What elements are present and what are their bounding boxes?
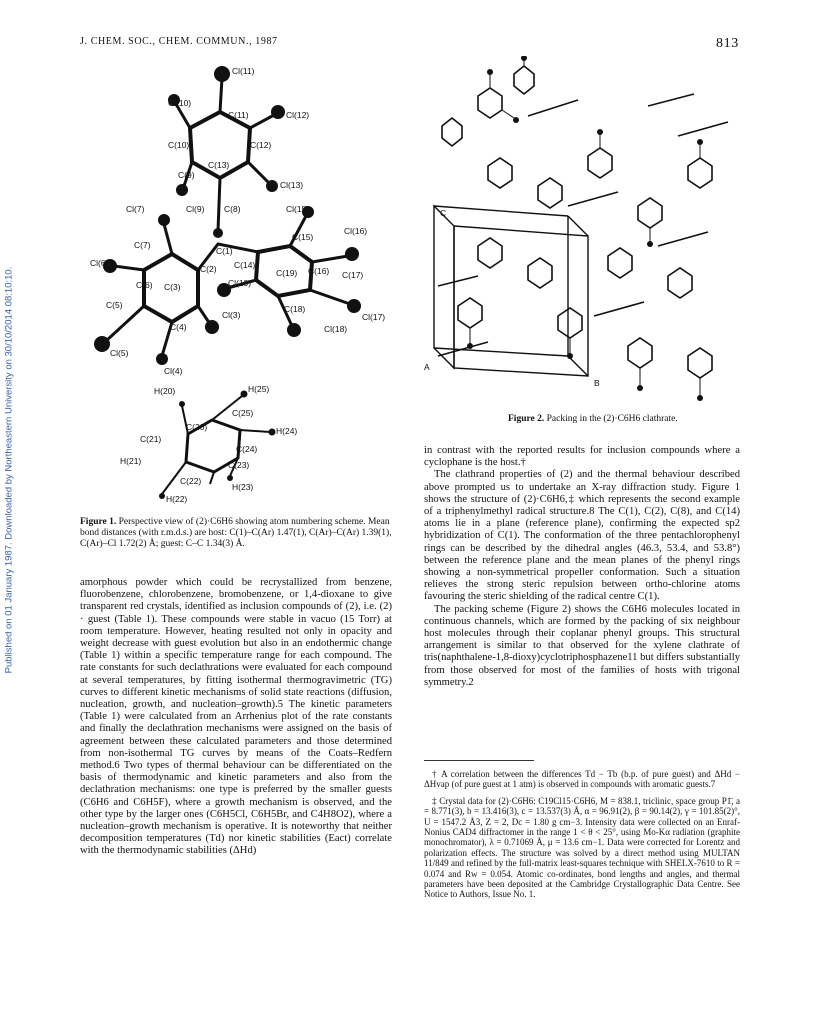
svg-text:H(20): H(20)	[154, 386, 176, 396]
svg-text:Cl(17): Cl(17)	[362, 312, 386, 322]
figure-2-caption	[508, 414, 748, 425]
svg-text:C(13): C(13)	[208, 160, 230, 170]
svg-text:C(25): C(25)	[232, 408, 254, 418]
svg-text:C(6): C(6)	[136, 280, 153, 290]
svg-text:Cl(13): Cl(13)	[280, 180, 304, 190]
figure-1-caption-text: Perspective view of (2)·C6H6 showing atom numbering scheme. Mean bond distances (with r.m.d.s.) are host: C(1)–C(Ar) 1.47(1), C(Ar)–C(Ar) 1.39(1), C(Ar)–Cl 1.72(2) Å; guest: C–C 1.34(3) Å.	[80, 517, 392, 549]
svg-text:Cl(4): Cl(4)	[164, 366, 183, 376]
svg-text:C(11): C(11)	[228, 110, 249, 120]
svg-text:C(19): C(19)	[276, 268, 298, 278]
svg-text:Cl(18): Cl(18)	[324, 324, 348, 334]
right-column-text	[424, 445, 740, 689]
svg-text:C(18): C(18)	[284, 304, 306, 314]
svg-text:Cl(5): Cl(5)	[110, 348, 129, 358]
svg-text:Cl(11): Cl(11)	[232, 66, 255, 76]
svg-text:H(23): H(23)	[232, 482, 254, 492]
svg-text:C(4): C(4)	[170, 322, 187, 332]
svg-text:Cl(7): Cl(7)	[126, 204, 145, 214]
svg-text:C(20): C(20)	[186, 422, 208, 432]
left-column-text	[80, 577, 392, 858]
svg-text:Cl(16): Cl(16)	[344, 226, 368, 236]
svg-text:C(5): C(5)	[106, 300, 123, 310]
figure-2-caption-text: Packing in the (2)·C6H6 clathrate.	[546, 414, 678, 424]
svg-text:C(24): C(24)	[236, 444, 258, 454]
footnote-dagger: † A correlation between the differences Td − Tb (b.p. of pure guest) and ΔHd − ΔHvap (of pure guest at 1 atm) is observed in compounds with aromatic guests.7	[424, 769, 740, 790]
svg-text:C(3): C(3)	[164, 282, 181, 292]
page-number: 813	[716, 36, 739, 51]
svg-text:Cl(6): Cl(6)	[90, 258, 109, 268]
figure-2-label: Figure 2.	[508, 414, 545, 424]
figure-1-label: Figure 1.	[80, 517, 117, 527]
svg-text:C(1): C(1)	[216, 246, 233, 256]
svg-text:C(7): C(7)	[134, 240, 151, 250]
figure-2-packing	[418, 56, 744, 414]
footnote-crystal-data: ‡ Crystal data for (2)·C6H6: C19Cl15·C6H6, M = 838.1, triclinic, space group P1̄, a = 8.771(3), b = 13.416(3), c = 13.537(3) Å, α = 96.91(2), β = 90.14(2), γ = 101.85(2)°, U = 1547.2 Å3, Z = 2, Dc = 1.80 g cm−3. Intensity data were collected on an Enraf-Nonius CAD4 diffractomer in the range 1 < θ < 25°, using Mo-Kα radiation (graphite monochromator), λ = 0.71069 Å, μ = 13.6 cm−1. Data were corrected for Lorentz and polarization effects. The structure was solved by a direct method using MULTAN 11/849 and refined by the full-matrix least-squares technique with SHELX-7610 to R = 0.074 and Rw = 0.054. Atomic co-ordinates, bond lengths and angles, and thermal parameters have been deposited at the Cambridge Crystallographic Data Centre. See Notice to Authors, Issue No. 1.	[424, 795, 740, 900]
svg-text:Cl(3): Cl(3)	[222, 310, 241, 320]
svg-text:C(16): C(16)	[308, 266, 330, 276]
figure-1-caption	[80, 517, 392, 550]
svg-text:H(22): H(22)	[166, 494, 188, 504]
svg-text:C(9): C(9)	[178, 170, 195, 180]
svg-text:H(25): H(25)	[248, 384, 270, 394]
right-paragraph: The clathrand properties of (2) and the thermal behaviour described above prompted us to undertake an X-ray diffraction study. Figure 1 shows the structure of (2)·C6H6,‡ which represents the second example of a triphenylmethyl radical structure.8 The C(1), C(2), C(8), and C(14) atoms lie in a plane (reference plane), confirming the expected sp2 hybridization of C(1). The conformation of the three pentachlorophenyl rings can be described by the dihedral angles (46.3, 53.4, and 53.8°) between the reference plane and the mean planes of the phenyl rings showing a non-symmetrical propeller conformation. Such a situation relieves the strong steric repulsion between ortho-chlorine atoms favouring the steric shielding of the radical centre C(1).	[424, 469, 740, 603]
svg-text:C(10): C(10)	[168, 140, 190, 150]
download-watermark	[0, 0, 18, 1032]
axis-label-c: C	[440, 208, 447, 218]
svg-text:C(23): C(23)	[228, 460, 250, 470]
right-paragraph: The packing scheme (Figure 2) shows the C6H6 molecules located in continuous channels, which are formed by the packing of six neighbour host molecules through their coplanar phenyl groups. This structural arrangement is similar to that observed for the xylene clathrate of tris(naphthalene-1,8-dioxy)cyclotriphosphazene11 but differs substantially from those observed for most of the families of hosts with trigonal symmetry.2	[424, 603, 740, 688]
svg-text:C(14): C(14)	[234, 260, 256, 270]
left-paragraph: amorphous powder which could be recrystallized from benzene, fluorobenzene, chlorobenzene, bromobenzene, or 1,4-dioxane to give transparent red crystals, identified as inclusion compounds of (2), i.e. (2) · guest (Table 1). These compounds were stable in vacuo (15 Torr) at room temperature. However, heating resulted not only in opacity and weight decrease with guest evolution but also in an endothermic change (Table 1) within a specific temperature range for each compound. The rate constants for such declathrations were evaluated for each compound at several temperatures, by fitting isothermal thermogravimetric (TG) curves to different kinetic mechanisms of solid state reactions (diffusion, nucleation, growth, and nucleation–growth).5 The kinetic parameters (Table 1) were calculated from an Arrhenius plot of the rate constants and finally the declathration mechanisms were assigned on the basis of agreement between these calculated parameters and those determined from non-isothermal TG curves by means of the Coats–Redfern method.6 Two types of thermal behaviour can be differentiated on the basis of thermodynamic and kinetic parameters and also from the declathration mechanisms: one type is preferred by the smaller guests (C6H6 and C6H5F), where a growth mechanism is observed, and the other type by the larger ones (C6H5Cl, C6H5Br, and C4H8O2), where a nucleation–growth mechanism is operative. It is noteworthy that neither decomposition temperatures (Td) nor kinetic stabilities (Eact) correlate with the thermodynamic stabilities (ΔHd)	[80, 577, 392, 857]
svg-text:C(2): C(2)	[200, 264, 217, 274]
svg-text:H(21): H(21)	[120, 456, 142, 466]
svg-text:C(12): C(12)	[250, 140, 272, 150]
axis-label-a: A	[424, 362, 430, 372]
watermark-text: Published on 01 January 1987. Downloaded by Northeastern University on 30/10/2014 08:10:10.	[3, 266, 15, 674]
svg-text:Cl(15): Cl(15)	[286, 204, 310, 214]
svg-text:Cl(9): Cl(9)	[186, 204, 205, 214]
svg-text:C(22): C(22)	[180, 476, 202, 486]
right-paragraph: in contrast with the reported results for inclusion compounds where a cyclophane is the host.†	[424, 445, 740, 469]
svg-text:C(21): C(21)	[140, 434, 162, 444]
svg-text:Cl(10): Cl(10)	[168, 98, 192, 108]
svg-text:Cl(12): Cl(12)	[286, 110, 310, 120]
running-header: J. CHEM. SOC., CHEM. COMMUN., 1987	[80, 36, 278, 47]
svg-text:C(8): C(8)	[224, 204, 241, 214]
axis-label-b: B	[594, 378, 600, 388]
figure-1-molecule	[80, 56, 390, 511]
svg-text:C(17): C(17)	[342, 270, 364, 280]
footnote-rule	[424, 760, 534, 761]
svg-text:H(24): H(24)	[276, 426, 298, 436]
footnotes	[424, 769, 740, 906]
svg-text:C(15): C(15)	[292, 232, 314, 242]
svg-text:Cl(19): Cl(19)	[228, 278, 252, 288]
